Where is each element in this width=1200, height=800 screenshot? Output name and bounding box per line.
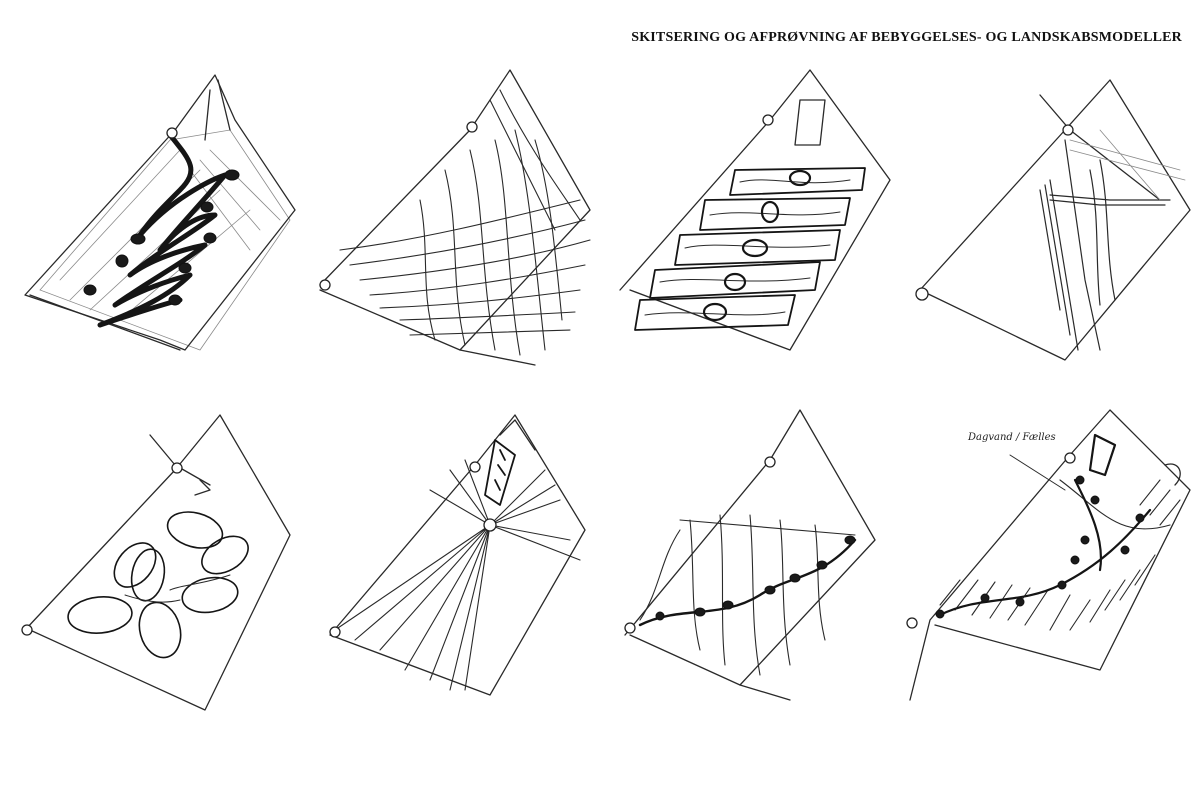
sketch-radial-model <box>300 390 600 730</box>
sketch-zigzag-model <box>0 50 300 390</box>
sketch-annotated-model <box>900 390 1200 730</box>
sketch-meander-model <box>600 390 900 730</box>
sketch-grid-model <box>300 50 600 390</box>
sketch-annotation: Dagvand / Fælles <box>968 432 1056 443</box>
sketch-bands-model <box>600 50 900 390</box>
page-title: SKITSERING OG AFPRØVNING AF BEBYGGELSES- OG LANDSKABSMODELLER <box>631 30 1182 45</box>
sketch-ovals-model <box>0 390 300 730</box>
sketch-diagonal-model <box>900 50 1200 390</box>
